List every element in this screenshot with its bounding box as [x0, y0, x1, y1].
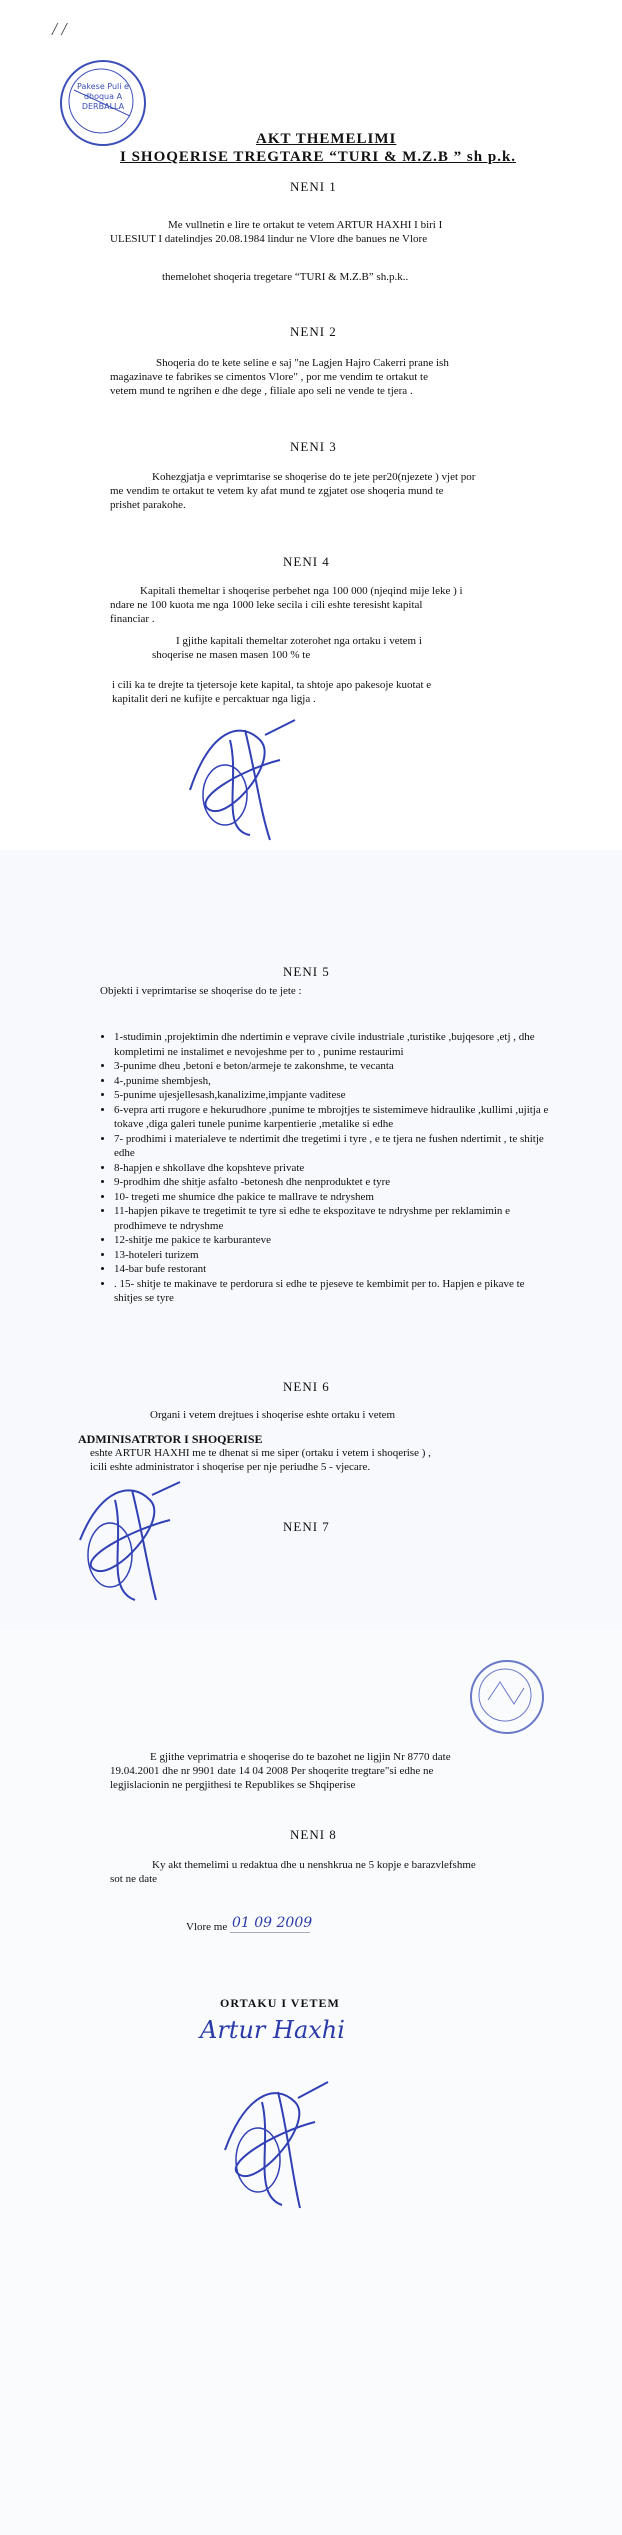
object-item: • 4-,punime shembjesh, [114, 1074, 554, 1089]
neni-6-line-1: Organi i vetem drejtues i shoqerise eshte ortaku i vetem [150, 1409, 396, 1421]
neni-3-line-1: Kohezgjatja e veprimtarise se shoqerise do te jete per20(njezete ) vjet por [152, 471, 476, 483]
title-line-2: I SHOQERISE TREGTARE “TURI & M.Z.B ” sh p.k. [120, 149, 517, 165]
date-handwritten: 01 09 2009 [232, 1915, 313, 1931]
neni-1-line-3: themelohet shoqeria tregetare “TURI & M.Z.B” sh.p.k.. [162, 271, 409, 283]
object-item: • 1-studimin ,projektimin dhe ndertimin e veprave civile industriale ,turistike ,bujqesore ,etj , dhe kompletimi ne instalimet e nevojeshme per to , punime restaurimi [114, 1030, 554, 1059]
neni-4-line-1: Kapitali themeltar i shoqerise perbehet nga 100 000 (njeqind mije leke ) i [140, 585, 463, 597]
object-item: • 5-punime ujesjellesash,kanalizime,impjante vaditese [114, 1088, 554, 1103]
objects-list [100, 1030, 554, 1306]
neni-5-intro: Objekti i veprimtarise se shoqerise do te jete : [100, 985, 302, 997]
neni-8-heading: NENI 8 [290, 1827, 337, 1842]
object-item: • 6-vepra arti rrugore e hekurudhore ,punime te mbrojtjes te sistemimeve hidraulike ,kullimi ,ujitja e tokave ,diga galeri tunele punime karpentierie ,metalike si edhe [114, 1103, 554, 1132]
neni-6-heading: NENI 6 [283, 1379, 330, 1394]
neni-1-line-2: ULESIUT I datelindjes 20.08.1984 lindur ne Vlore dhe banues ne Vlore [110, 233, 428, 245]
stamp-text: Pakese Puli e dhoqua A DERBALLA [77, 82, 129, 111]
object-item: • 3-punime dheu ,betoni e beton/armeje te zakonshme, te vecanta [114, 1059, 554, 1074]
signatory-name-handwritten: Artur Haxhi [200, 2016, 345, 2044]
signature-1-icon [170, 700, 320, 850]
neni-4-line-6: i cili ka te drejte ta tjetersoje kete kapital, ta shtoje apo pakesoje kuotat e [112, 679, 432, 691]
neni-4-line-4: I gjithe kapitali themeltar zoterohet nga ortaku i vetem i [176, 635, 422, 647]
object-item: • 10- tregeti me shumice dhe pakice te mallrave te ndryshem [114, 1190, 554, 1205]
neni-4-heading: NENI 4 [283, 554, 330, 569]
neni-4-line-2: ndare ne 100 kuota me nga 1000 leke secila i cili eshte teresisht kapital [110, 599, 423, 611]
stamp-seal-icon-2 [470, 1660, 540, 1730]
neni-8-line-1: Ky akt themelimi u redaktua dhe u nenshkrua ne 5 kopje e barazvlefshme [152, 1859, 476, 1871]
signature-2-icon [60, 1460, 200, 1610]
neni-4-line-5: shoqerise ne masen masen 100 % te [152, 649, 311, 661]
neni-3-line-3: prishet parakohe. [110, 499, 186, 511]
neni-2-line-3: vetem mund te ngrihen e dhe dege , filiale apo seli ne vende te tjera . [110, 385, 413, 397]
page-3-stamp [470, 1660, 544, 1734]
margin-mark: / / [52, 19, 67, 39]
object-item: • 8-hapjen e shkollave dhe kopshteve private [114, 1161, 554, 1176]
neni-8-line-2: sot ne date [110, 1873, 158, 1885]
signature-3-icon [200, 2060, 350, 2220]
neni-7-heading: NENI 7 [283, 1519, 330, 1534]
neni-2-heading: NENI 2 [290, 324, 337, 339]
object-item: • 12-shitje me pakice te karburanteve [114, 1233, 554, 1248]
object-item: • . 15- shitje te makinave te perdorura si edhe te pjeseve te kembimit per to. Hapjen e pikave te shitjes se tyre [114, 1277, 554, 1306]
neni-2-line-1: Shoqeria do te kete seline e saj "ne Lagjen Hajro Cakerri prane ish [156, 357, 449, 369]
neni-6-line-3: icili eshte administrator i shoqerise per nje periudhe 5 - vjecare. [90, 1461, 371, 1473]
neni-4-line-7: kapitalit deri ne kufijte e percaktuar nga ligja . [112, 693, 316, 705]
neni-6-line-2: eshte ARTUR HAXHI me te dhenat si me siper (ortaku i vetem i shoqerise ) , [90, 1447, 431, 1459]
neni-3-line-2: me vendim te ortakut te vetem ky afat mund te zgjatet ose shoqeria mund te [110, 485, 444, 497]
object-item: • 9-prodhim dhe shitje asfalto -betonesh dhe nenproduktet e tyre [114, 1175, 554, 1190]
neni-1-heading: NENI 1 [290, 179, 337, 194]
neni-7-line-3: legjislacionin ne pergjithesi te Republikes se Shqiperise [110, 1779, 356, 1791]
title-line-1: AKT THEMELIMI [256, 131, 397, 147]
signatory-title: ORTAKU I VETEM [220, 1996, 340, 2010]
neni-7-line-2: 19.04.2001 dhe nr 9901 date 14 04 2008 Per shoqerite tregtare"si edhe ne [110, 1765, 434, 1777]
neni-3-heading: NENI 3 [290, 439, 337, 454]
neni-2-line-2: magazinave te fabrikes se cimentos Vlore" , por me vendim te ortakut te [110, 371, 428, 383]
date-underline [230, 1932, 310, 1933]
object-item: • 7- prodhimi i materialeve te ndertimit dhe tregetimi i tyre , e te tjera ne fushen ndertimit , te shitje edhe [114, 1132, 554, 1161]
neni-1-line-1: Me vullnetin e lire te ortakut te vetem ARTUR HAXHI I biri I [168, 219, 443, 231]
neni-5-heading: NENI 5 [283, 964, 330, 979]
neni-6-role: ADMINISATRTOR I SHOQERISE [78, 1432, 263, 1446]
object-item: • 14-bar bufe restorant [114, 1262, 554, 1277]
neni-4-line-3: financiar . [110, 613, 155, 625]
place-label: Vlore me [186, 1921, 228, 1933]
official-stamp [60, 60, 146, 146]
neni-7-line-1: E gjithe veprimatria e shoqerise do te bazohet ne ligjin Nr 8770 date [150, 1751, 451, 1763]
object-item: • 13-hoteleri turizem [114, 1248, 554, 1263]
object-item: • 11-hapjen pikave te tregetimit te tyre si edhe te ekspozitave te ndryshme per reklamimin e prodhimeve te ndryshme [114, 1204, 554, 1233]
